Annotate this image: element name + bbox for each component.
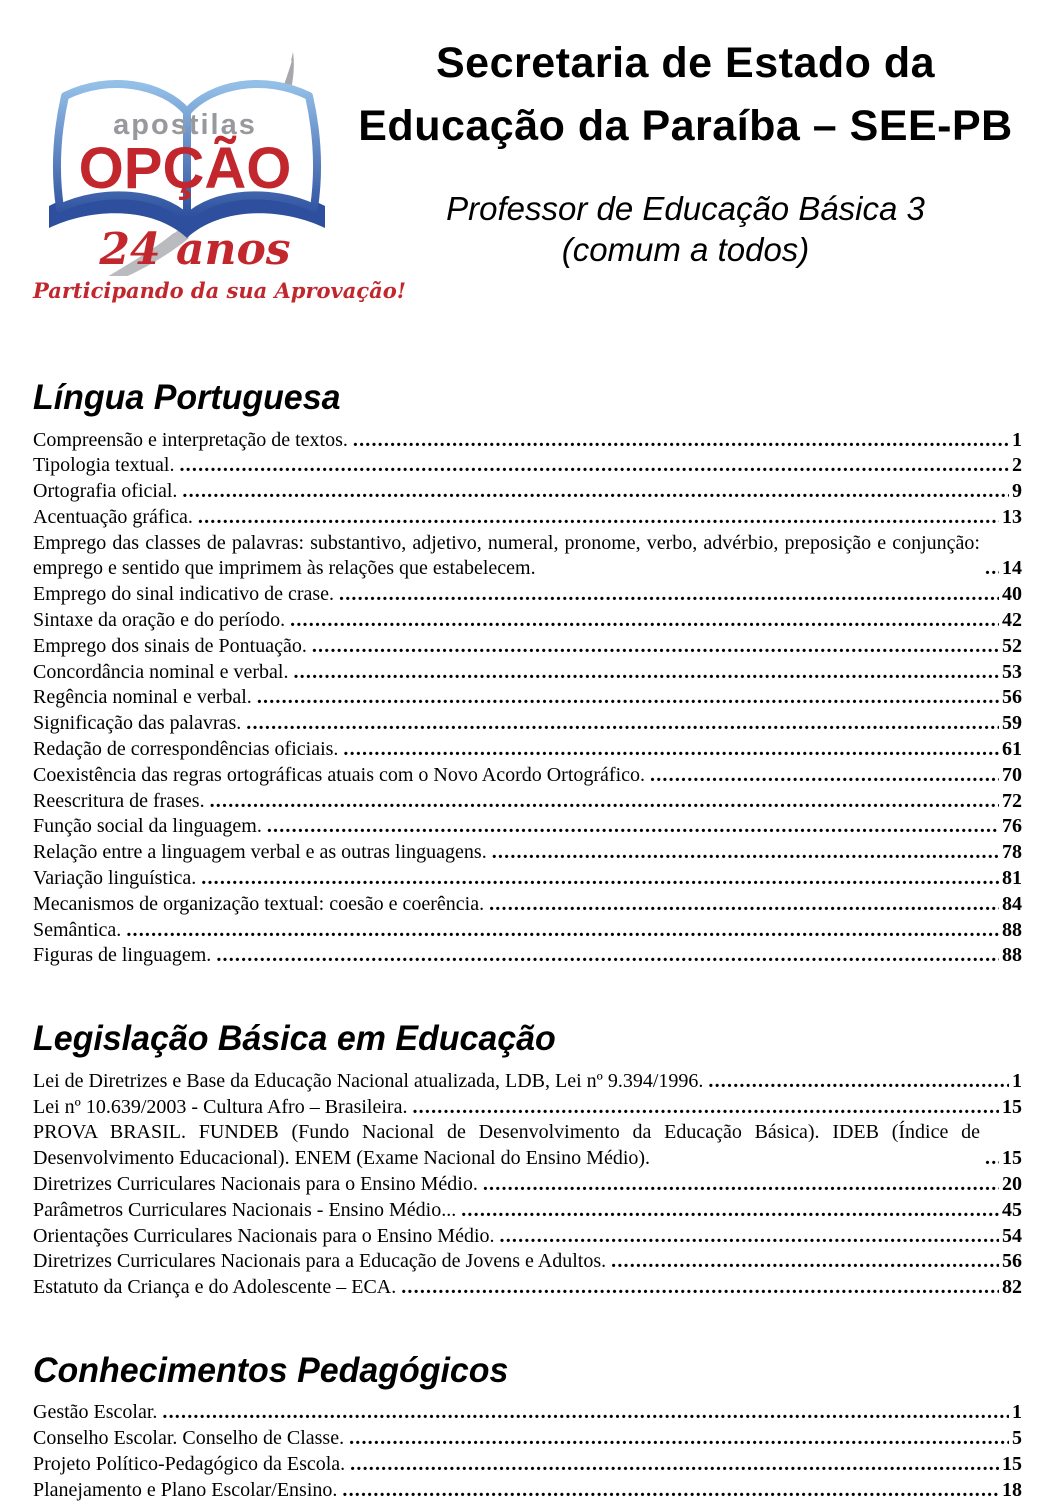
toc-entry-title: Significação das palavras.	[33, 712, 242, 735]
dot-leader	[650, 763, 999, 789]
toc-page-number: 15	[1002, 1453, 1022, 1475]
toc-entry-title: Mecanismos de organização textual: coesão e coerência.	[33, 892, 485, 915]
toc-page-number: 18	[1002, 1478, 1022, 1501]
page-title-line1: Secretaria de Estado da	[435, 39, 936, 87]
section-heading: Legislação Básica em Educação	[33, 1019, 556, 1059]
toc-page-number: 13	[1002, 505, 1022, 528]
logo-tagline: Participando da sua Aprovação!	[33, 278, 406, 303]
toc-entry	[33, 892, 1022, 918]
toc-page-number: 61	[1002, 738, 1022, 761]
dot-leader	[492, 840, 999, 866]
toc-page-number: 56	[1002, 686, 1022, 709]
dot-leader	[349, 1426, 1009, 1452]
toc-entry	[33, 1400, 1022, 1426]
toc-entry	[33, 1095, 1022, 1121]
toc-entry	[33, 1452, 1022, 1478]
dot-leader	[216, 943, 999, 969]
page-subtitle-line1: Professor de Educação Básica 3	[446, 189, 925, 227]
page-subtitle-line2: (comum a todos)	[561, 231, 810, 269]
toc-page-number: 54	[1002, 1224, 1022, 1247]
toc-entry	[33, 789, 1022, 815]
dot-leader	[353, 428, 1009, 454]
toc-entry-title: Parâmetros Curriculares Nacionais - Ensino Médio...	[33, 1198, 457, 1221]
toc-entry	[33, 1249, 1022, 1275]
toc-entry-title: Relação entre a linguagem verbal e as outras linguagens.	[33, 841, 487, 864]
toc-section	[33, 379, 1022, 969]
toc-entry	[33, 1120, 1022, 1172]
toc-entry	[33, 479, 1022, 505]
toc-entry-title: Estatuto da Criança e do Adolescente – ECA.	[33, 1276, 397, 1299]
dot-leader	[267, 814, 999, 840]
dot-leader	[162, 1400, 1009, 1426]
toc-entry-title: Conselho Escolar. Conselho de Classe.	[33, 1427, 345, 1450]
dot-leader	[293, 660, 999, 686]
page-title-line2: Educação da Paraíba – SEE-PB	[358, 101, 1013, 150]
page-subtitle	[349, 188, 1022, 271]
toc-entry	[33, 1426, 1022, 1452]
toc-entry-title: Projeto Político-Pedagógico da Escola.	[33, 1453, 346, 1475]
dot-leader	[198, 505, 999, 531]
dot-leader	[179, 453, 1009, 479]
toc-entry-title: Diretrizes Curriculares Nacionais para a Educação de Jovens e Adultos.	[33, 1250, 607, 1273]
section-heading: Língua Portuguesa	[33, 378, 341, 417]
dot-leader	[708, 1069, 1009, 1095]
section-heading: Conhecimentos Pedagógicos	[33, 1350, 509, 1390]
toc-entry-title: Emprego dos sinais de Pontuação.	[33, 634, 307, 657]
toc-page-number: 20	[1002, 1172, 1022, 1195]
toc-section	[33, 1352, 1022, 1504]
toc-entry-title: Reescritura de frases.	[33, 789, 205, 812]
logo	[33, 26, 406, 303]
toc-entry	[33, 1069, 1022, 1095]
toc-entry-title: Compreensão e interpretação de textos.	[33, 428, 348, 451]
dot-leader	[350, 1452, 999, 1478]
toc-entry	[33, 531, 1022, 583]
toc-entry	[33, 866, 1022, 892]
dot-leader	[201, 866, 999, 892]
dot-leader	[483, 1172, 999, 1198]
toc-entry-title: Lei nº 10.639/2003 - Cultura Afro – Brasileira.	[33, 1095, 408, 1118]
logo-24-anos-text: 24 anos	[99, 224, 291, 275]
toc-section	[33, 1020, 1022, 1301]
table-of-contents	[33, 379, 1022, 1504]
toc-page-number: 5	[1012, 1427, 1022, 1450]
toc-entry-title: PROVA BRASIL. FUNDEB (Fundo Nacional de Desenvolvimento da Educação Básica). IDEB (Índice de Desenvolvimento Educacional). ENEM (Exame Nacional do Ensino Médio).	[33, 1121, 980, 1170]
toc-page-number: 81	[1002, 867, 1022, 890]
toc-page-number: 1	[1012, 1069, 1022, 1092]
toc-entry	[33, 943, 1022, 969]
toc-page-number: 1	[1012, 1401, 1022, 1424]
dot-leader	[611, 1249, 999, 1275]
toc-entry-title: Concordância nominal e verbal.	[33, 660, 289, 683]
toc-entry	[33, 840, 1022, 866]
toc-entry-title: Lei de Diretrizes e Base da Educação Nacional atualizada, LDB, Lei nº 9.394/1996.	[33, 1069, 704, 1092]
toc-entry	[33, 428, 1022, 454]
toc-page-number: 78	[1002, 841, 1022, 864]
toc-entry-title: Coexistência das regras ortográficas atuais com o Novo Acordo Ortográfico.	[33, 763, 646, 786]
dot-leader	[401, 1275, 999, 1301]
toc-entry	[33, 1198, 1022, 1224]
toc-page-number: 1	[1012, 428, 1022, 451]
toc-entry-title: Diretrizes Curriculares Nacionais para o Ensino Médio.	[33, 1172, 478, 1195]
toc-entry-title: Função social da linguagem.	[33, 815, 262, 838]
toc-entry	[33, 582, 1022, 608]
dot-leader	[126, 918, 999, 944]
toc-page-number: 59	[1002, 712, 1022, 735]
toc-entry-title: Emprego das classes de palavras: substantivo, adjetivo, numeral, pronome, verbo, advérbio, preposição e conjunção: emprego e sentido que imprimem às relações que estabelecem.	[33, 531, 980, 580]
toc-entry-title: Redação de correspondências oficiais.	[33, 738, 339, 761]
toc-page-number: 70	[1002, 763, 1022, 786]
toc-entry-title: Acentuação gráfica.	[33, 505, 193, 528]
toc-page-number: 14	[1002, 557, 1022, 580]
toc-page-number: 15	[1002, 1147, 1022, 1170]
toc-page-number: 15	[1002, 1095, 1022, 1118]
toc-entry-title: Tipologia textual.	[33, 454, 175, 477]
toc-page-number: 40	[1002, 583, 1022, 606]
toc-entry	[33, 660, 1022, 686]
toc-entry-title: Emprego do sinal indicativo de crase.	[33, 583, 335, 606]
dot-leader	[500, 1224, 999, 1250]
dot-leader	[210, 789, 999, 815]
toc-entry	[33, 814, 1022, 840]
toc-page-number: 2	[1012, 454, 1022, 477]
toc-entry	[33, 505, 1022, 531]
toc-entry	[33, 711, 1022, 737]
toc-page-number: 76	[1002, 815, 1022, 838]
title-block	[341, 26, 1022, 271]
toc-page-number: 82	[1002, 1276, 1022, 1299]
page-title	[349, 32, 1022, 158]
toc-entry-title: Regência nominal e verbal.	[33, 686, 252, 709]
toc-page-number: 84	[1002, 892, 1022, 915]
dot-leader	[342, 1478, 999, 1504]
toc-page-number: 42	[1002, 609, 1022, 632]
toc-entry	[33, 1478, 1022, 1504]
toc-entry	[33, 737, 1022, 763]
logo-apostilas-text: apostilas	[113, 109, 257, 141]
dot-leader	[985, 1146, 999, 1172]
toc-entry	[33, 453, 1022, 479]
header	[33, 26, 1022, 303]
toc-page-number: 53	[1002, 660, 1022, 683]
dot-leader	[257, 685, 999, 711]
toc-page-number: 88	[1002, 918, 1022, 941]
toc-page-number: 56	[1002, 1250, 1022, 1273]
toc-entry-title: Orientações Curriculares Nacionais para o Ensino Médio.	[33, 1224, 495, 1247]
toc-page-number: 88	[1002, 944, 1022, 967]
toc-page-number: 72	[1002, 789, 1022, 812]
toc-entry	[33, 1224, 1022, 1250]
toc-entry-title: Figuras de linguagem.	[33, 944, 212, 967]
toc-page-number: 45	[1002, 1198, 1022, 1221]
dot-leader	[339, 582, 999, 608]
dot-leader	[312, 634, 999, 660]
dot-leader	[343, 737, 999, 763]
toc-entry	[33, 918, 1022, 944]
dot-leader	[182, 479, 1009, 505]
dot-leader	[489, 892, 999, 918]
toc-entry	[33, 1275, 1022, 1301]
apostilas-opcao-logo	[33, 26, 341, 276]
dot-leader	[412, 1095, 999, 1121]
toc-page-number: 9	[1012, 480, 1022, 503]
toc-entry-title: Gestão Escolar.	[33, 1401, 158, 1424]
toc-entry	[33, 1172, 1022, 1198]
toc-page-number: 52	[1002, 634, 1022, 657]
logo-opcao-text: OPÇÃO	[78, 136, 292, 201]
toc-entry-title: Ortografia oficial.	[33, 480, 178, 503]
toc-entry	[33, 685, 1022, 711]
dot-leader	[246, 711, 999, 737]
toc-entry	[33, 634, 1022, 660]
toc-entry-title: Variação linguística.	[33, 867, 197, 890]
toc-entry	[33, 608, 1022, 634]
toc-entry-title: Planejamento e Plano Escolar/Ensino.	[33, 1478, 338, 1501]
toc-entry	[33, 763, 1022, 789]
dot-leader	[461, 1198, 999, 1224]
toc-entry-title: Semântica.	[33, 918, 122, 941]
dot-leader	[985, 556, 999, 582]
toc-entry-title: Sintaxe da oração e do período.	[33, 609, 286, 632]
dot-leader	[290, 608, 999, 634]
